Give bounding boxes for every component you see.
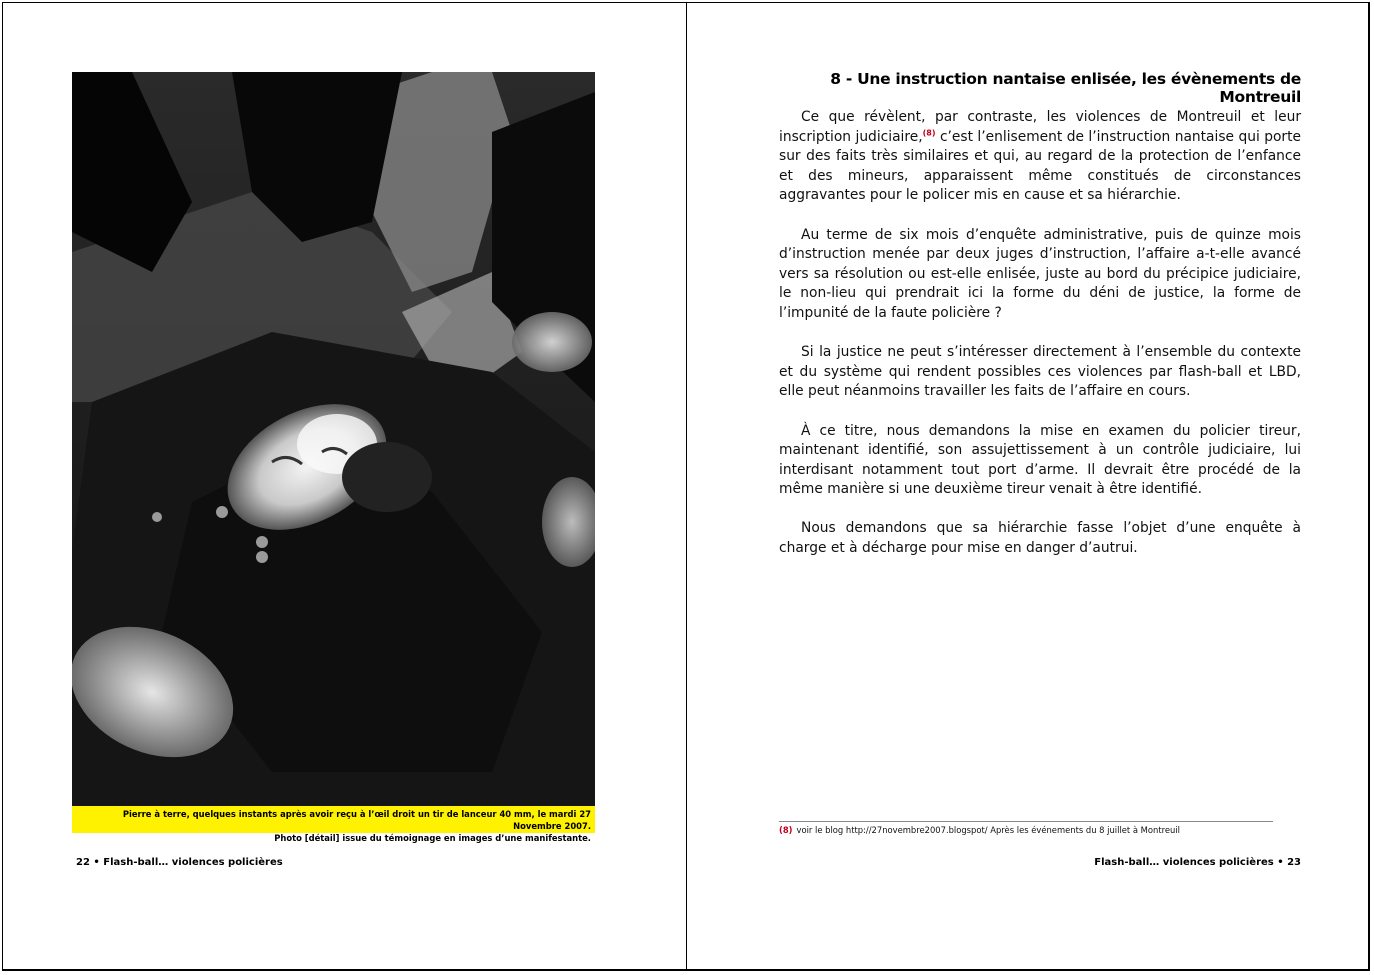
footnote-reference[interactable]: (8) [922,128,936,137]
footnote-text: voir le blog http://27novembre2007.blogspot/ Après les événements du 8 juillet à Montreuil [796,825,1180,835]
section-heading: 8 - Une instruction nantaise enlisée, les évènements de Montreuil [830,70,1301,106]
body-text [779,108,1301,578]
paragraph-1-part-b: c’est l’enlisement de l’instruction nantaise qui porte sur des faits très similaires et qui, au regard de la protection de l’enfance et des mineurs, apparaissent même constitués de circonstances aggravantes pour le policer mis en cause et sa hiérarchie. [779,128,1301,204]
photo-caption [72,806,595,843]
paragraph-4: À ce titre, nous demandons la mise en examen du policier tireur, maintenant identifié, son assujettissement à un contrôle judiciaire, lui interdisant notamment tout port d’arme. Il devrait être procédé de la même manière si une deuxième tireur venait à être identifié. [779,422,1301,498]
black-and-white-photo [72,72,595,806]
right-page-folio: Flash-ball… violences policières • 23 [1094,857,1301,868]
footnote-divider [779,821,1273,822]
caption-line-2: Photo [détail] issue du témoignage en images d’une manifestante. [274,833,591,843]
paragraph-3: Si la justice ne peut s’intéresser directement à l’ensemble du contexte et du système qui rendent possibles ces violences par flash-ball et LBD, elle peut néanmoins travailler les faits de l’affaire en cours. [779,344,1301,400]
page-gutter [686,2,687,971]
paragraph-2: Au terme de six mois d’enquête administrative, puis de quinze mois d’instruction menée par deux juges d’instruction, l’affaire a-t-elle avancé vers sa résolution ou est-elle enlisée, juste au bord du précipice judiciaire, le non-lieu qui prendrait ici la forme du déni de justice, la forme de l’impunité de la faute policière ? [779,226,1301,321]
caption-line-1: Pierre à terre, quelques instants après avoir reçu à l’œil droit un tir de lanceur 40 mm, le mardi 27 Novembre 2007. [122,809,591,831]
paragraph-1-part-a: Ce que révèlent, par contraste, les violences de Montreuil et leur inscription judiciaire, [779,109,1301,145]
footnote [779,825,1180,835]
paragraph-1 [779,108,1301,206]
paragraph-5: Nous demandons que sa hiérarchie fasse l’objet d’une enquête à charge et à décharge pour mise en danger d’autrui. [779,520,1301,557]
left-page-folio: 22 • Flash-ball… violences policières [76,857,283,868]
footnote-number: (8) [779,825,793,835]
